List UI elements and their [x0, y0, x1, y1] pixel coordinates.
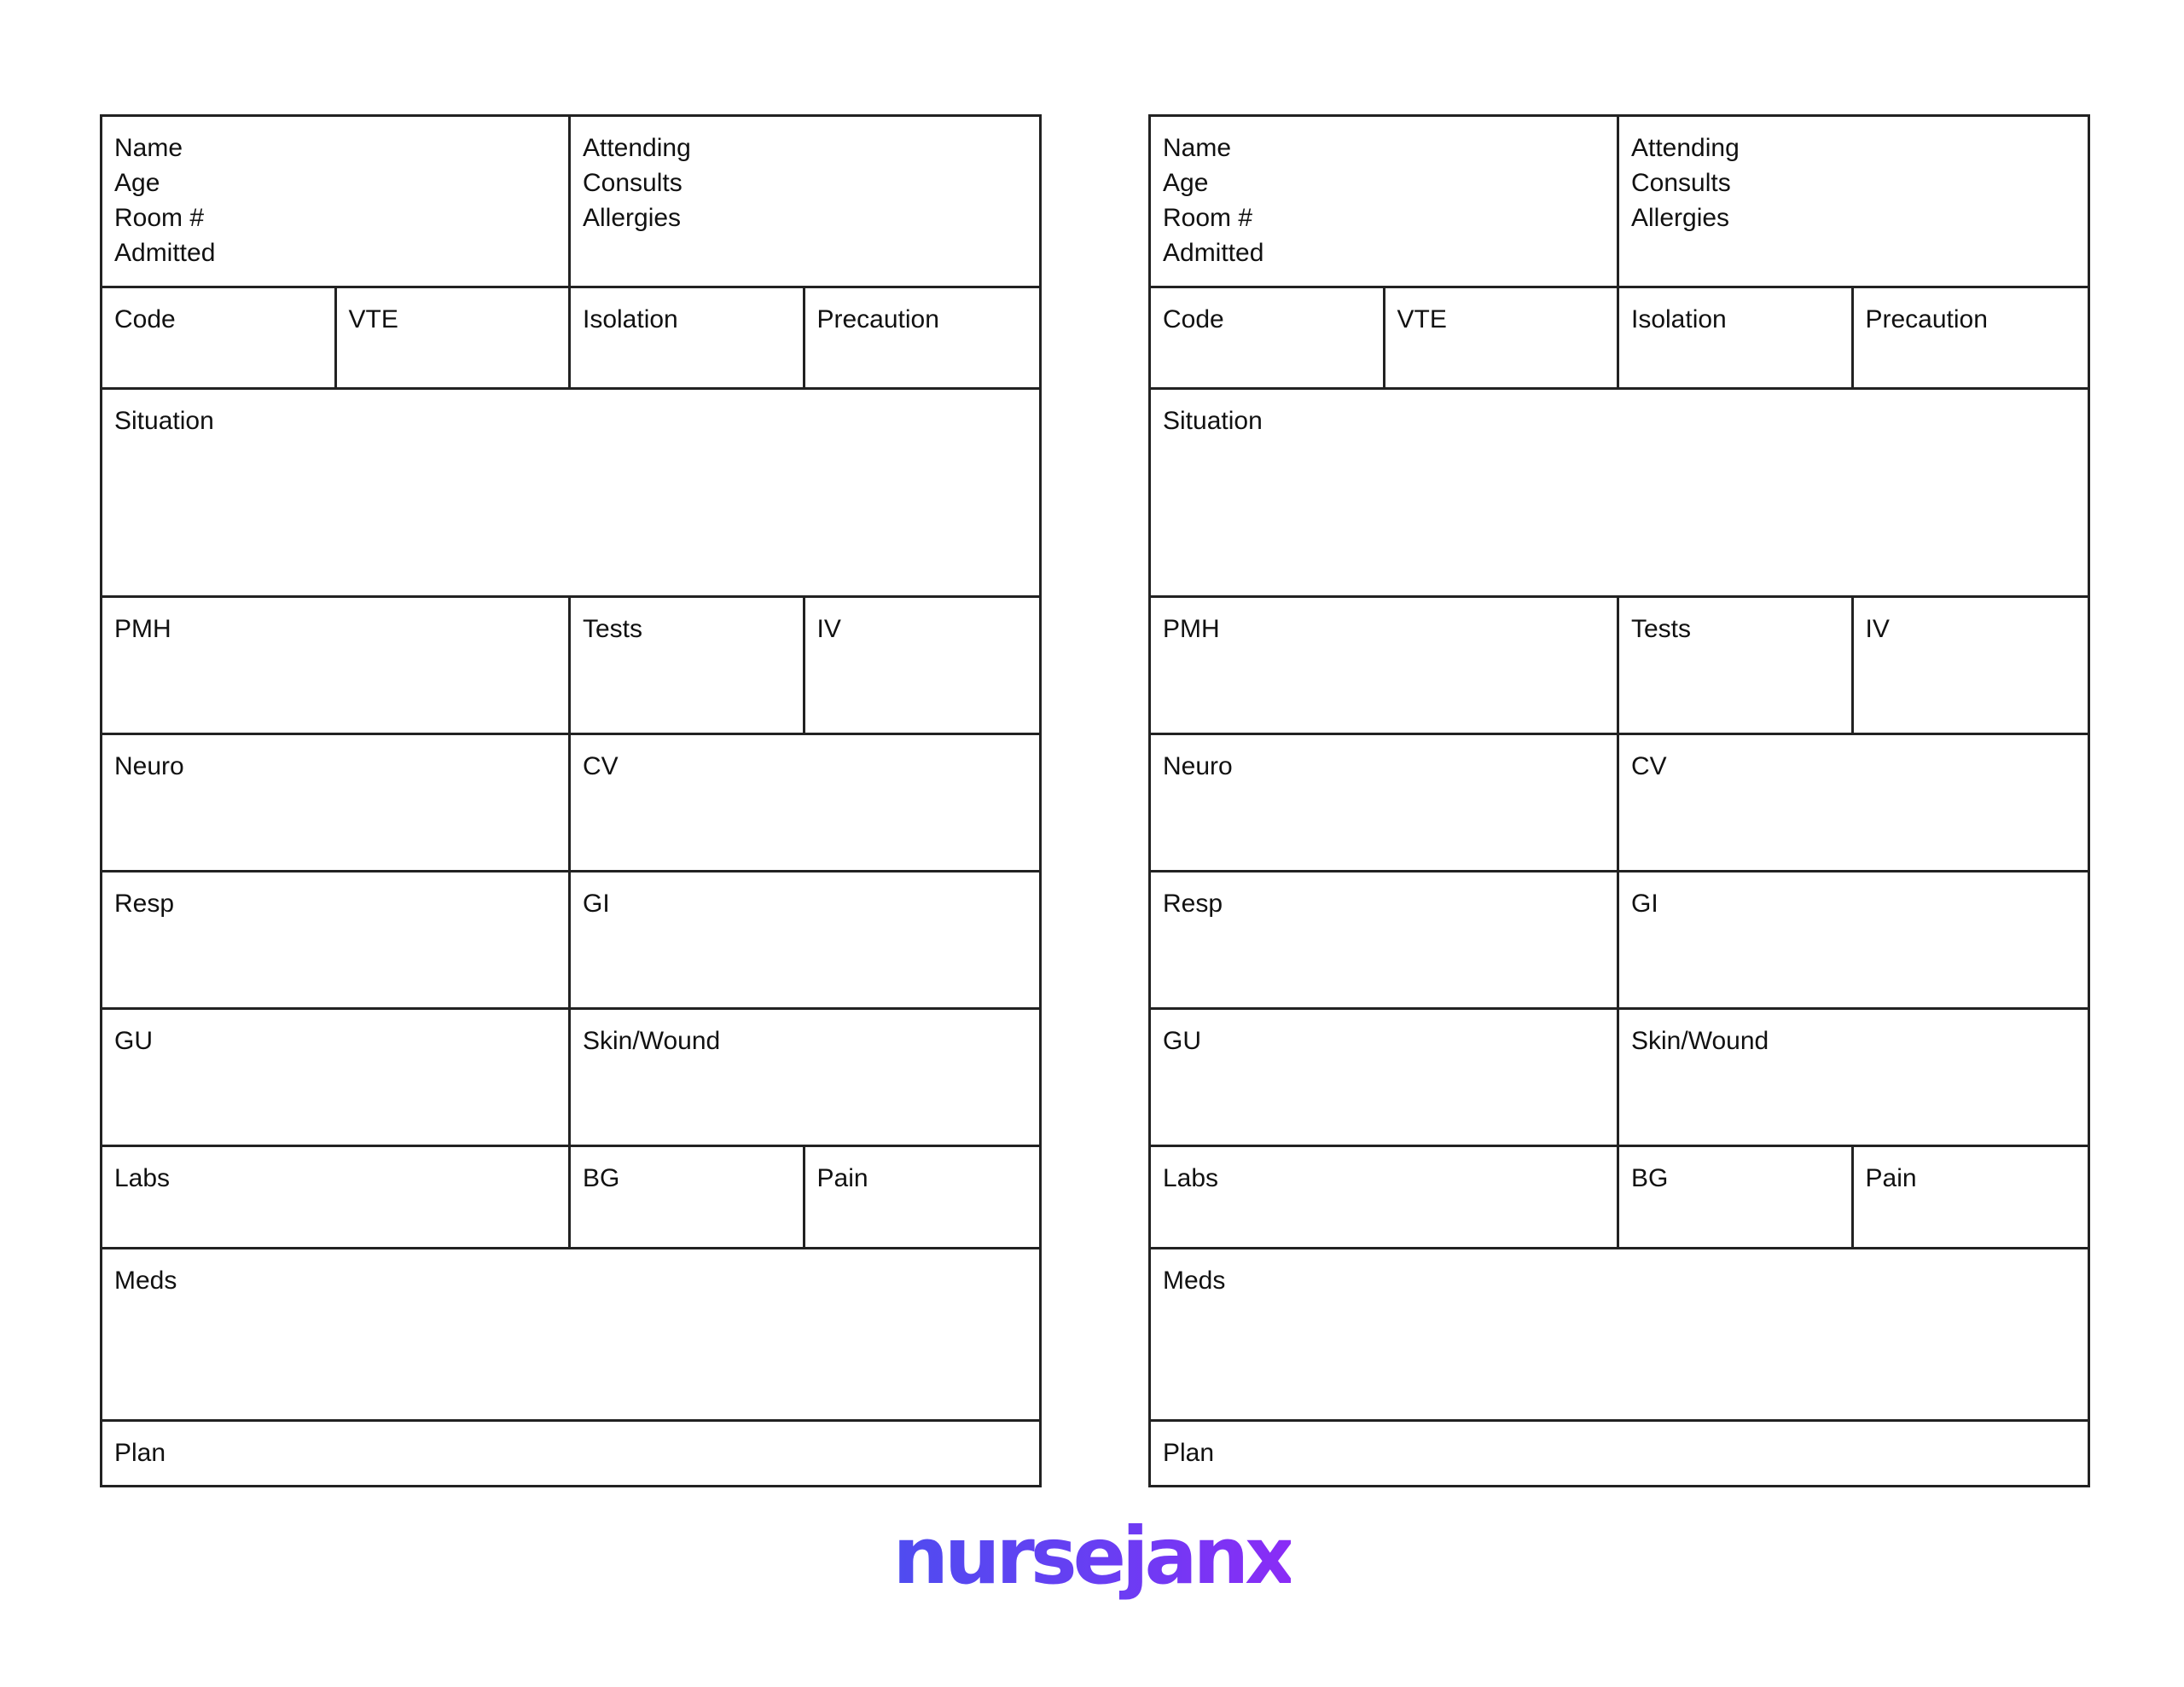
- pmh-label: PMH: [114, 615, 171, 643]
- plan-cell[interactable]: [102, 1422, 1039, 1487]
- allergies-label: Allergies: [1631, 204, 1730, 232]
- situation-cell[interactable]: [1151, 390, 2088, 598]
- skin-wound-cell[interactable]: [571, 1010, 1039, 1147]
- care-team-cell[interactable]: [571, 117, 1039, 288]
- labs-cell[interactable]: [102, 1147, 571, 1249]
- vte-cell[interactable]: [1385, 288, 1620, 390]
- iv-label: IV: [1865, 615, 1890, 643]
- report-sheet-right: [1148, 114, 2090, 1487]
- gu-label: GU: [1163, 1027, 1201, 1055]
- labs-label: Labs: [114, 1164, 171, 1192]
- tests-cell[interactable]: [571, 598, 805, 735]
- bg-label: BG: [583, 1164, 620, 1192]
- skin-wound-label: Skin/Wound: [1631, 1027, 1769, 1055]
- bg-cell[interactable]: [571, 1147, 805, 1249]
- meds-cell[interactable]: [102, 1249, 1039, 1422]
- patient-info-cell[interactable]: [1151, 117, 1619, 288]
- meds-label: Meds: [114, 1267, 177, 1295]
- pain-label: Pain: [816, 1164, 868, 1192]
- iv-cell[interactable]: [1854, 598, 2088, 735]
- bg-cell[interactable]: [1619, 1147, 1854, 1249]
- situation-label: Situation: [114, 407, 214, 435]
- plan-cell[interactable]: [1151, 1422, 2088, 1487]
- pain-cell[interactable]: [1854, 1147, 2088, 1249]
- precaution-cell[interactable]: [1854, 288, 2088, 390]
- cv-label: CV: [1631, 752, 1667, 780]
- vte-cell[interactable]: [337, 288, 572, 390]
- gi-cell[interactable]: [1619, 872, 2088, 1010]
- tests-cell[interactable]: [1619, 598, 1854, 735]
- attending-label: Attending: [583, 134, 691, 162]
- iv-cell[interactable]: [805, 598, 1040, 735]
- pmh-cell[interactable]: [1151, 598, 1619, 735]
- code-cell[interactable]: [1151, 288, 1385, 390]
- isolation-cell[interactable]: [1619, 288, 1854, 390]
- code-label: Code: [1163, 305, 1224, 333]
- meds-label: Meds: [1163, 1267, 1226, 1295]
- room-label: Room #: [114, 204, 205, 232]
- resp-cell[interactable]: [1151, 872, 1619, 1010]
- isolation-label: Isolation: [1631, 305, 1727, 333]
- code-cell[interactable]: [102, 288, 337, 390]
- resp-cell[interactable]: [102, 872, 571, 1010]
- pmh-label: PMH: [1163, 615, 1220, 643]
- meds-cell[interactable]: [1151, 1249, 2088, 1422]
- age-label: Age: [114, 169, 160, 197]
- patient-info-cell[interactable]: [102, 117, 571, 288]
- skin-wound-cell[interactable]: [1619, 1010, 2088, 1147]
- room-label: Room #: [1163, 204, 1253, 232]
- isolation-cell[interactable]: [571, 288, 805, 390]
- vte-label: VTE: [1397, 305, 1447, 333]
- gi-label: GI: [1631, 890, 1658, 918]
- name-label: Name: [1163, 134, 1232, 162]
- attending-label: Attending: [1631, 134, 1740, 162]
- cv-cell[interactable]: [1619, 735, 2088, 872]
- precaution-label: Precaution: [1865, 305, 1988, 333]
- tests-label: Tests: [583, 615, 643, 643]
- labs-label: Labs: [1163, 1164, 1219, 1192]
- situation-label: Situation: [1163, 407, 1263, 435]
- name-label: Name: [114, 134, 183, 162]
- code-label: Code: [114, 305, 176, 333]
- labs-cell[interactable]: [1151, 1147, 1619, 1249]
- gi-cell[interactable]: [571, 872, 1039, 1010]
- pmh-cell[interactable]: [102, 598, 571, 735]
- tests-label: Tests: [1631, 615, 1692, 643]
- pain-cell[interactable]: [805, 1147, 1040, 1249]
- precaution-cell[interactable]: [805, 288, 1040, 390]
- iv-label: IV: [816, 615, 841, 643]
- allergies-label: Allergies: [583, 204, 682, 232]
- precaution-label: Precaution: [816, 305, 939, 333]
- resp-label: Resp: [1163, 890, 1223, 918]
- gu-label: GU: [114, 1027, 153, 1055]
- gu-cell[interactable]: [1151, 1010, 1619, 1147]
- plan-label: Plan: [1163, 1439, 1215, 1467]
- neuro-label: Neuro: [114, 752, 184, 780]
- consults-label: Consults: [583, 169, 682, 197]
- gi-label: GI: [583, 890, 610, 918]
- gu-cell[interactable]: [102, 1010, 571, 1147]
- care-team-cell[interactable]: [1619, 117, 2088, 288]
- cv-cell[interactable]: [571, 735, 1039, 872]
- situation-cell[interactable]: [102, 390, 1039, 598]
- resp-label: Resp: [114, 890, 175, 918]
- plan-label: Plan: [114, 1439, 166, 1467]
- nursejanx-logo: [0, 1510, 2184, 1602]
- neuro-cell[interactable]: [102, 735, 571, 872]
- age-label: Age: [1163, 169, 1209, 197]
- consults-label: Consults: [1631, 169, 1731, 197]
- skin-wound-label: Skin/Wound: [583, 1027, 721, 1055]
- neuro-cell[interactable]: [1151, 735, 1619, 872]
- neuro-label: Neuro: [1163, 752, 1233, 780]
- bg-label: BG: [1631, 1164, 1669, 1192]
- admitted-label: Admitted: [114, 239, 216, 267]
- cv-label: CV: [583, 752, 619, 780]
- vte-label: VTE: [348, 305, 398, 333]
- report-sheet-left: [100, 114, 1042, 1487]
- isolation-label: Isolation: [583, 305, 678, 333]
- pain-label: Pain: [1865, 1164, 1917, 1192]
- logo-text: nursejanx: [892, 1510, 1292, 1602]
- admitted-label: Admitted: [1163, 239, 1264, 267]
